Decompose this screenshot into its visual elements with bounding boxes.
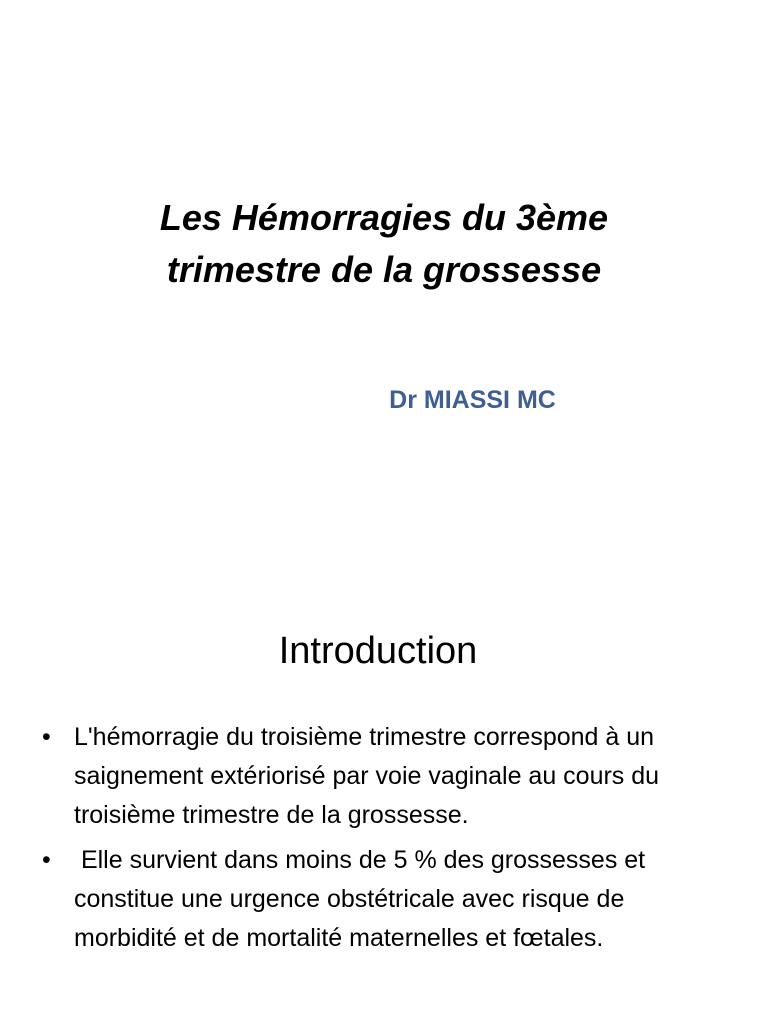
title-line-2: trimestre de la grossesse bbox=[166, 249, 602, 290]
introduction-slide bbox=[0, 512, 768, 1024]
bullet-icon: • bbox=[42, 846, 51, 874]
bullet-text: L'hémorragie du troisième trimestre correspond à un saignement extériorisé par voie vaginale au cours du troisième trimestre de la grossesse. bbox=[74, 723, 660, 829]
section-heading: Introduction bbox=[278, 630, 478, 672]
title-line-1: Les Hémorragies du 3ème bbox=[159, 197, 609, 238]
list-item bbox=[42, 841, 732, 958]
author-name: Dr MIASSI MC bbox=[389, 386, 556, 414]
bullet-text: Elle survient dans moins de 5 % des grossesses et constitue une urgence obstétricale avec risque de morbidité et de mortalité maternelles et fœtales. bbox=[74, 846, 653, 952]
bullet-icon: • bbox=[42, 723, 51, 751]
list-item bbox=[42, 718, 732, 835]
bullet-list bbox=[42, 718, 732, 964]
slide-title bbox=[84, 192, 684, 296]
